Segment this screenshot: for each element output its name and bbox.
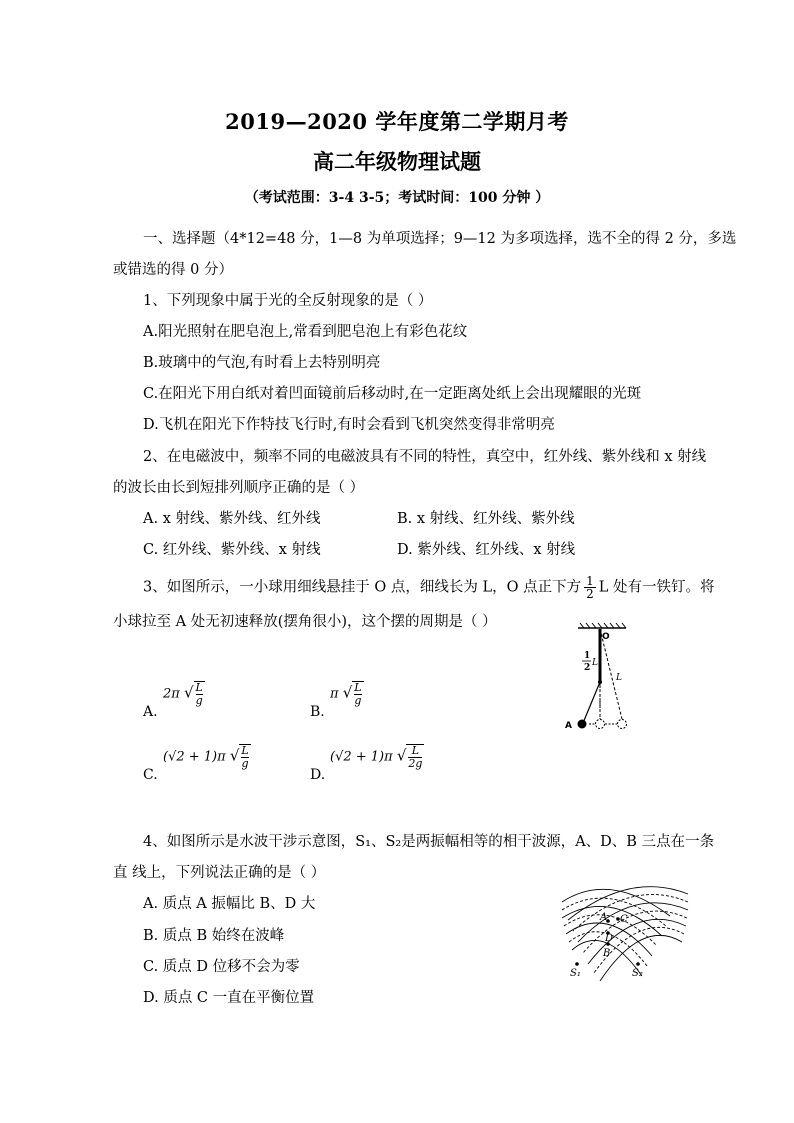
q1-option-d: D.飞机在阳光下作特技飞行时,有时会看到飞机突然变得非常明亮 (143, 417, 555, 433)
label-half-l: L (592, 658, 598, 668)
label-d: D (605, 933, 614, 944)
q2-option-a: A. x 射线、紫外线、红外线 (143, 511, 321, 527)
label-l: L (616, 673, 622, 683)
ball-bottom (596, 720, 605, 729)
label-half-den: 2 (584, 663, 591, 673)
q1-stem: 1、下列现象中属于光的全反射现象的是（ ） (143, 293, 433, 309)
q3-option-c-formula: (√2 + 1)π √ $\frac{L}{g}$ (163, 744, 249, 770)
q3-option-d-formula: (√2 + 1)π √ $\frac{L}{2g}$ (330, 744, 423, 770)
ball-right (618, 720, 627, 729)
q3-stem-line1 (143, 575, 714, 600)
label-b: B (603, 948, 611, 959)
q3-stem-part1: 3、如图所示，一小球用细线悬挂于 O 点，细线长为 L，O 点正下方 (143, 579, 582, 596)
label-c: C (620, 914, 628, 925)
q2-option-c: C. 红外线、紫外线、x 射线 (143, 542, 321, 558)
q4-option-d: D. 质点 C 一直在平衡位置 (143, 990, 315, 1006)
q4-stem-line1: 4、如图所示是水波干涉示意图，S₁、S₂是两振幅相等的相干波源，A、D、B 三点在一条 (143, 834, 715, 850)
exam-title: 2019—2020 学年度第二学期月考 (225, 109, 569, 134)
interference-figure (560, 876, 690, 986)
exam-scope: （考试范围：3-4 3-5；考试时间：100 分钟 ） (244, 190, 550, 206)
q3-option-d-letter: D. (310, 767, 326, 783)
q4-option-b: B. 质点 B 始终在波峰 (143, 928, 285, 944)
q3-option-b-formula: π √ $\frac{L}{g}$ (330, 681, 362, 707)
q4-option-c: C. 质点 D 位移不会为零 (143, 959, 300, 975)
q3-stem-part2: L 处有一铁钉。将 (598, 579, 715, 596)
q2-stem-line1: 2、在电磁波中，频率不同的电磁波具有不同的特性，真空中，红外线、紫外线和 x 射线 (143, 449, 707, 465)
pendulum-figure (560, 622, 640, 737)
q4-option-a: A. 质点 A 振幅比 B、D 大 (143, 896, 316, 912)
q2-option-b: B. x 射线、红外线、紫外线 (397, 511, 575, 527)
q1-option-a: A.阳光照射在肥皂泡上,常看到肥皂泡上有彩色花纹 (143, 324, 468, 340)
section-heading-line1: 一、选择题（4*12=48 分，1—8 为单项选择；9—12 为多项选择，选不全的得 2 分，多选 (143, 231, 737, 247)
q3-option-c-letter: C. (143, 767, 158, 783)
label-a: A (565, 721, 572, 731)
q2-option-d: D. 紫外线、红外线、x 射线 (397, 542, 576, 558)
lower-string (583, 682, 600, 723)
q2-stem-line2: 的波长由长到短排列顺序正确的是（ ） (113, 480, 365, 496)
label-a: A (600, 912, 608, 923)
q1-option-c: C.在阳光下用白纸对着凹面镜前后移动时,在一定距离处纸上会出现耀眼的光斑 (143, 386, 642, 402)
q3-stem-line2: 小球拉至 A 处无初速释放(摆角很小)，这个摆的周期是（ ） (113, 614, 497, 630)
q3-option-b-letter: B. (310, 704, 325, 720)
q3-option-a-letter: A. (143, 704, 158, 720)
label-half-num: 1 (584, 651, 591, 661)
q4-stem-line2: 直 线上，下列说法正确的是（ ） (113, 865, 326, 881)
q1-option-b: B.玻璃中的气泡,有时看上去特别明亮 (143, 355, 381, 371)
section-heading-line2: 或错选的得 0 分） (113, 262, 233, 278)
ball-a (578, 720, 587, 729)
label-s1: S₁ (570, 968, 581, 979)
label-s2: S₂ (632, 968, 643, 979)
label-o: O (602, 632, 610, 642)
exam-subtitle: 高二年级物理试题 (313, 149, 481, 174)
q3-fraction: $\frac{1}{2}$ (586, 574, 594, 601)
q3-option-a-formula: 2π √ $\frac{L}{g}$ (163, 681, 203, 707)
